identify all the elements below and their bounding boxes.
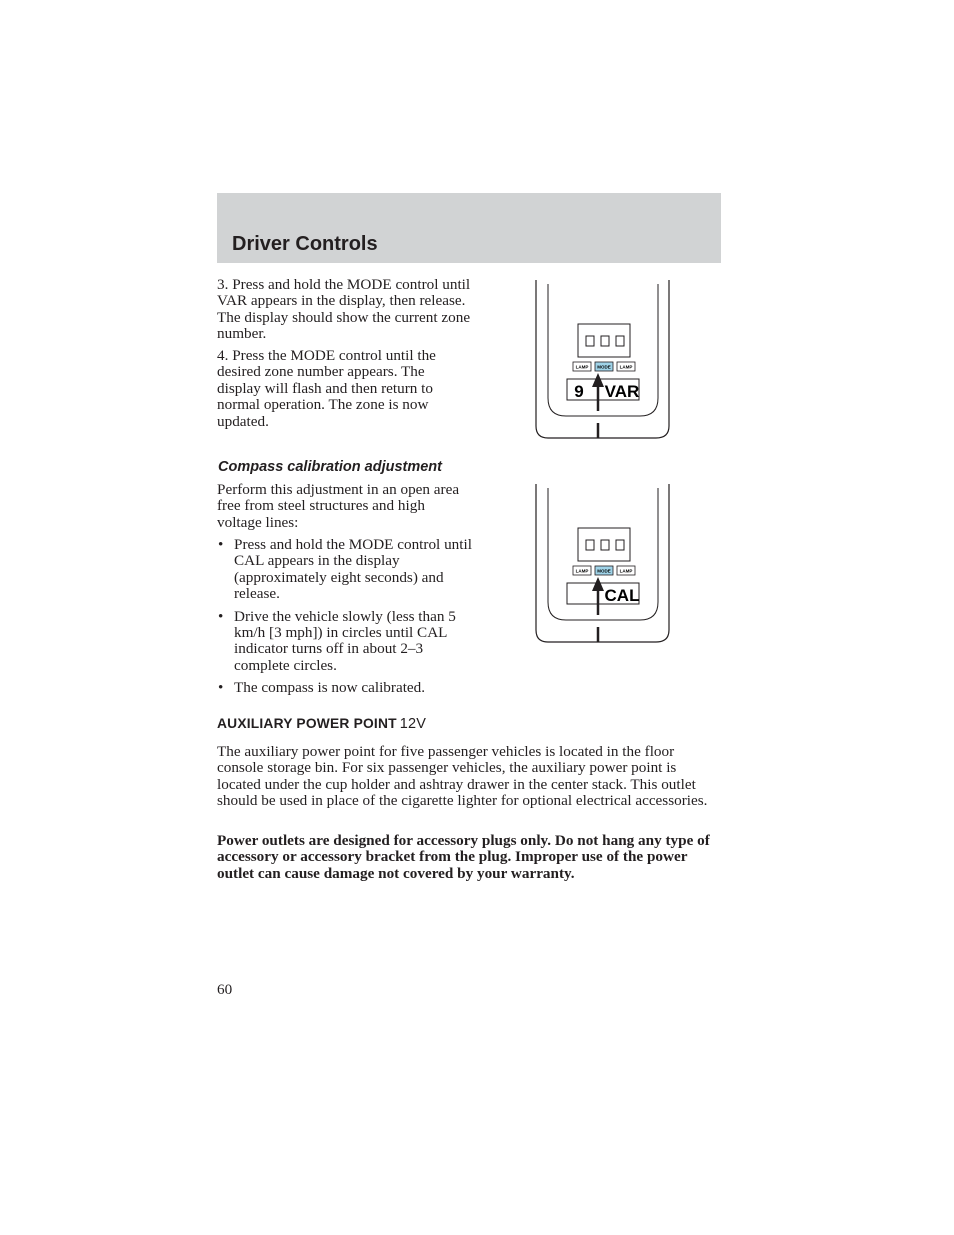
aux-power-warning: Power outlets are designed for accessory plugs only. Do not hang any type of accessory or accessory bracket from the plug. Improper use of the power outlet can cause damage not covered by your warranty. [217, 832, 710, 882]
list-item: • Press and hold the MODE control until CAL appears in the display (approximately eight seconds) and release. [218, 536, 472, 603]
arrow-up-icon [592, 373, 604, 387]
lamp-button-left: LAMP [575, 568, 589, 574]
compass-calibration-heading: Compass calibration adjustment [218, 459, 442, 475]
lamp-button-right: LAMP [619, 364, 633, 370]
calibration-steps [217, 537, 479, 703]
arrow-up-icon [592, 577, 604, 591]
voltage-label: 12V [399, 716, 427, 732]
var-display-text: VAR [604, 382, 640, 401]
list-item: • The compass is now calibrated. [218, 679, 426, 697]
zone-step-3: 3. Press and hold the MODE control until VAR appears in the display, then release. The display should show the current zone number. [217, 276, 471, 343]
page-number: 60 [217, 981, 233, 998]
compass-cal-illustration [532, 484, 672, 644]
cal-display-text: CAL [604, 586, 640, 605]
section-title: Driver Controls [232, 233, 378, 255]
header-band [217, 193, 721, 263]
mode-button: MODE [597, 568, 611, 574]
compass-var-illustration [532, 280, 672, 440]
zone-digit: 9 [574, 382, 584, 401]
aux-power-heading: AUXILIARY POWER POINT 12V [217, 716, 427, 732]
compass-intro: Perform this adjustment in an open area free from steel structures and high voltage lines: [217, 481, 460, 531]
lamp-button-right: LAMP [619, 568, 633, 574]
lamp-button-left: LAMP [575, 364, 589, 370]
bullet-icon: • [218, 536, 224, 553]
list-item: • Drive the vehicle slowly (less than 5 km/h [3 mph]) in circles until CAL indicator turns off in about 2–3 complete circles. [218, 607, 456, 674]
bullet-icon: • [218, 607, 224, 625]
aux-power-paragraph: The auxiliary power point for five passenger vehicles is located in the floor console storage bin. For six passenger vehicles, the auxiliary power point is located under the cup holder and ashtray drawer in the center stack. This outlet should be used in place of the cigarette lighter for optional electrical accessories. [217, 743, 708, 810]
bullet-icon: • [218, 679, 224, 697]
zone-step-4: 4. Press the MODE control until the desired zone number appears. The display will flash and then return to normal operation. The zone is now updated. [217, 347, 436, 430]
mode-button: MODE [597, 364, 611, 370]
